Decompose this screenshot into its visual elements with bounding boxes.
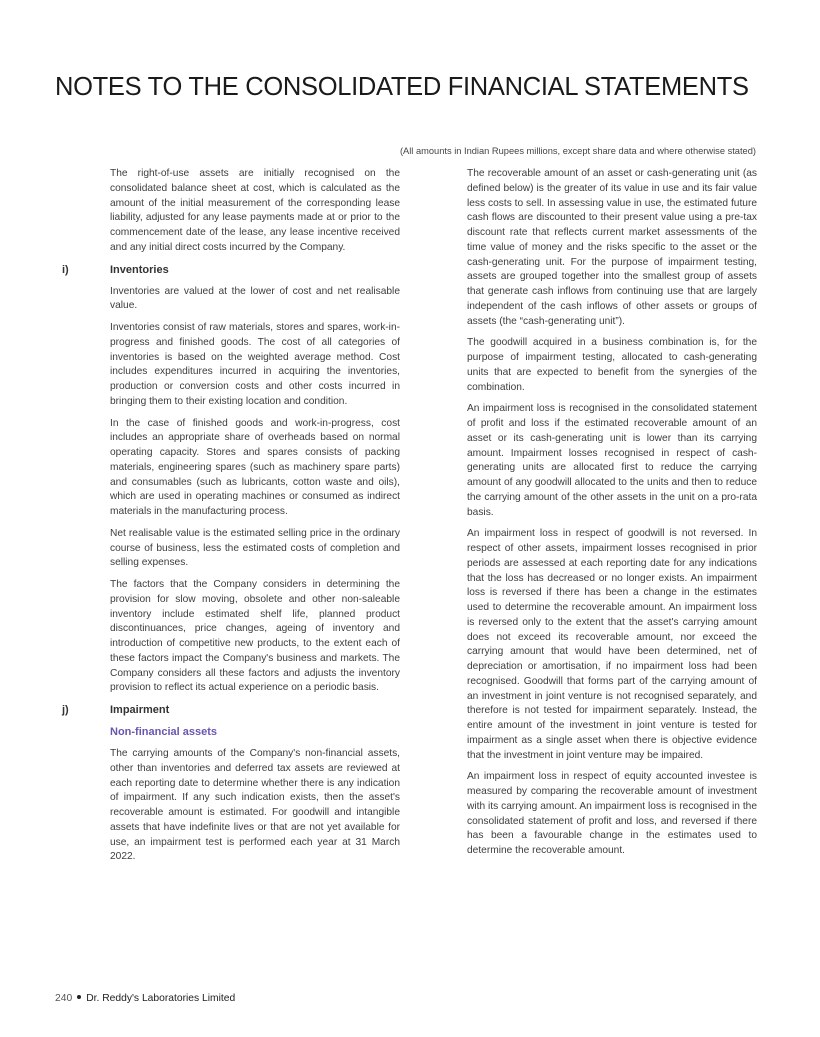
paragraph: The recoverable amount of an asset or cash-generating unit (as defined below) is the greater of its value in use and its fair value less costs to sell. In assessing value in use, the estimated future cash flows are discounted to their present value using a pre-tax discount rate that reflects current market assessments of the time value of money and the risks specific to the asset or the cash-generating unit. For the purpose of impairment testing, assets are grouped together into the smallest group of assets that generate cash inflows from continuing use that are largely independent of the cash inflows of other assets or groups of assets (the “cash-generating unit”). [467,168,757,327]
paragraph: An impairment loss is recognised in the consolidated statement of profit and loss if the estimated recoverable amount of an asset or its cash-generating unit is lower than its carrying amount. Impairment losses recognised in respect of cash-generating units are allocated first to reduce the carrying amount of any goodwill allocated to the units and then to reduce the carrying amount of the other assets in the unit on a pro-rata basis. [467,403,757,518]
amounts-note: (All amounts in Indian Rupees millions, except share data and where otherwise stated) [399,146,756,156]
paragraph: Inventories are valued at the lower of cost and net realisable value. [110,285,400,312]
page-footer [55,993,235,1004]
right-column [467,167,757,866]
company-name: Dr. Reddy's Laboratories Limited [86,993,236,1004]
bullet-icon [77,995,81,999]
section-title: Impairment [110,704,170,716]
section-heading-impairment [62,703,400,717]
section-number: i) [62,263,69,276]
page-number: 240 [55,993,73,1004]
paragraph: An impairment loss in respect of goodwill is not reversed. In respect of other assets, impairment losses recognised in prior periods are assessed at each reporting date for any indications that the loss has decreased or no longer exists. An impairment loss is reversed if there has been a change in the estimates used to determine the recoverable amount. An impairment loss is reversed only to the extent that the asset's carrying amount does not exceed its recoverable amount, nor exceed the carrying amount that would have been determined, net of depreciation or amortisation, if no impairment loss had been recognised. Goodwill that forms part of the carrying amount of an investment in joint venture is not recognised separately, and therefore is not tested for impairment separately. Instead, the entire amount of the investment in joint venture is tested for impairment as a single asset when there is objective evidence that the investment in joint venture may be impaired. [467,528,757,761]
section-heading-inventories [62,263,400,277]
paragraph: The factors that the Company considers in determining the provision for slow moving, obsolete and other non-saleable inventory include estimated shelf life, planned product discontinuances, price changes, ageing of inventory and introduction of competitive new products, to the extent each of these factors impact the Company's business and markets. The Company considers all these factors and adjusts the inventory provision to reflect its actual experience on a periodic basis. [110,579,400,694]
left-column [62,167,400,872]
section-title: Inventories [110,263,169,276]
paragraph: In the case of finished goods and work-in-progress, cost includes an appropriate share of overheads based on normal operating capacity. Stores and spares consists of packing materials, engineering spares (such as machinery spare parts) and consumables (such as lubricants, cotton waste and oils), which are used in operating machines or consumed as indirect materials in the manufacturing process. [110,417,400,517]
paragraph: Net realisable value is the estimated selling price in the ordinary course of business, less the estimated costs of completion and selling expenses. [110,527,400,569]
paragraph: Inventories consist of raw materials, stores and spares, work-in-progress and finished goods. The cost of all categories of inventories is based on the weighted average method. Cost includes expenditures incurred in acquiring the inventories, production or conversion costs and other costs incurred in bringing them to their existing location and condition. [110,322,400,407]
paragraph: The carrying amounts of the Company's non-financial assets, other than inventories and deferred tax assets are reviewed at each reporting date to determine whether there is any indication of impairment. If any such indication exists, then the asset's recoverable amount is estimated. For goodwill and intangible assets that have indefinite lives or that are not yet available for use, an impairment test is performed each year at 31 March 2022. [110,748,400,863]
page-title: NOTES TO THE CONSOLIDATED FINANCIAL STATEMENTS [55,73,749,101]
paragraph: The right-of-use assets are initially recognised on the consolidated balance sheet at cost, which is calculated as the amount of the initial measurement of the corresponding lease liability, adjusted for any lease payments made at or prior to the commencement date of the lease, any lease incentive received and any initial direct costs incurred by the Company. [110,168,400,253]
subheading-non-financial-assets: Non-financial assets [110,726,217,738]
paragraph: An impairment loss in respect of equity accounted investee is measured by comparing the recoverable amount of investment with its carrying amount. An impairment loss is recognised in the consolidated statement of profit and loss, and reversed if there has been a favourable change in the estimates used to determine the recoverable amount. [467,771,757,856]
paragraph: The goodwill acquired in a business combination is, for the purpose of impairment testing, allocated to cash-generating units that are expected to benefit from the synergies of the combination. [467,337,757,393]
section-number: j) [62,704,69,716]
